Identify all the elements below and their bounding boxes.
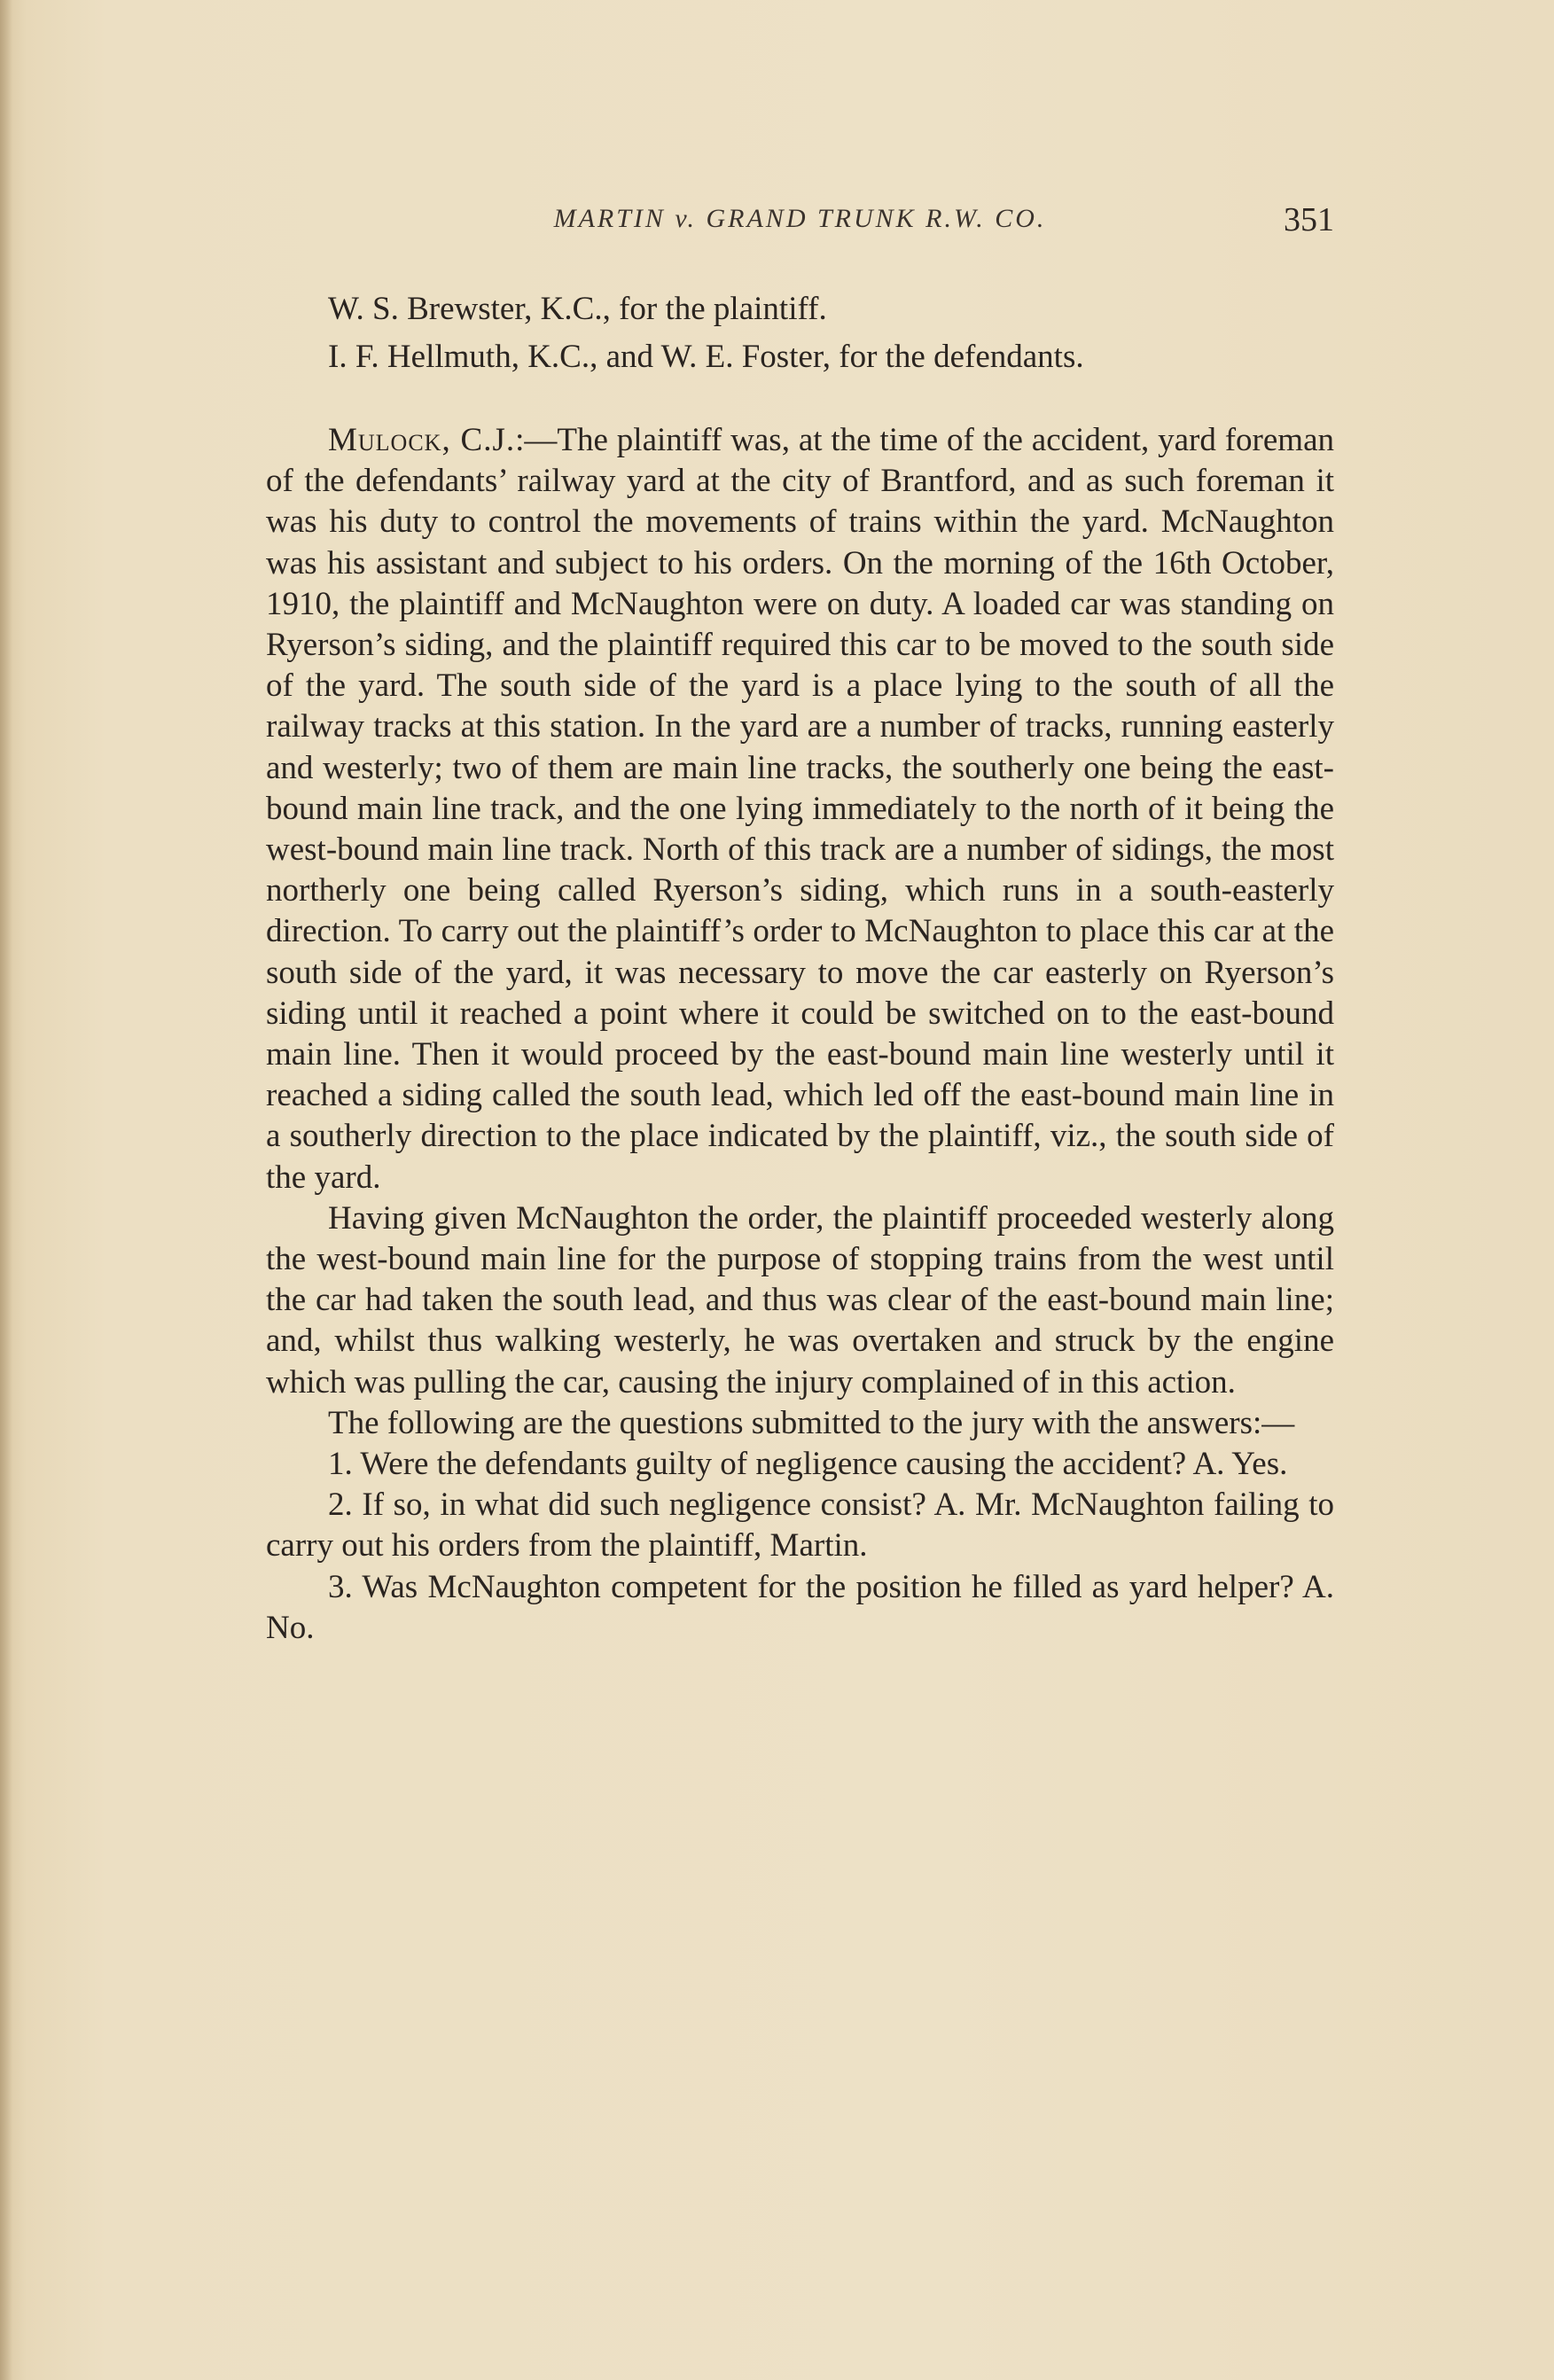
spine-shadow — [0, 0, 12, 2380]
jury-question-2: 2. If so, in what did such negligence consist? A. Mr. McNaughton failing to carry out his orders from the plaintiff, Martin. — [266, 1487, 1334, 1565]
judge-name: Mulock, C.J. — [328, 422, 516, 458]
judgment-opening-text: :—The plaintiff was, at the time of the accident, yard foreman of the defendants’ railway yard at the city of Brantford, and as such foreman it was his duty to control the movements of trains within the yard. McNaughton was his assistant and subject to his orders. On the morning of the 16th October, 1910, the plaintiff and McNaughton were on duty. A loaded car was standing on Ryerson’s siding, and the plaintiff required this car to be moved to the south side of the yard. The south side of the yard is a place lying to the south of all the railway tracks at this station. In the yard are a number of tracks, running easterly and westerly; two of them are main line tracks, the southerly one being the east-bound main line track, and the one lying immediately to the north of it being the west-bound main line track. North of this track are a number of sidings, the most northerly one being called Ryerson’s siding, which runs in a south-easterly direction. To carry out the plaintiff’s order to McNaughton to place this car at the south side of the yard, it was necessary to move the car easterly on Ryerson’s siding until it reached a point where it could be switched on to the east-bound main line. Then it would proceed by the east-bound main line westerly until it reached a siding called the south lead, which led off the east-bound main line in a southerly direction to the place indicated by the plaintiff, viz., the south side of the yard. — [266, 422, 1335, 1196]
counsel-plaintiff: W. S. Brewster, K.C., for the plaintiff. — [328, 291, 827, 327]
judgment-paragraph-3: The following are the questions submitted to the jury with the answers:— — [328, 1404, 1295, 1441]
page-number: 351 — [1284, 201, 1334, 238]
judgment-paragraph-2: Having given McNaughton the order, the plaintiff proceeded westerly along the west-bound main line for the purpose of stopping trains from the west until the car had taken the south lead, and thus was clear of the east-bound main line; and, whilst thus walking westerly, he was overtaken and struck by the engine which was pulling the car, causing the injury complained of in this action. — [266, 1199, 1334, 1401]
jury-question-1: 1. Were the defendants guilty of negligence causing the accident? A. Yes. — [328, 1446, 1288, 1483]
text-block — [266, 285, 1334, 1649]
counsel-section — [266, 285, 1334, 381]
judgment-opening-paragraph — [266, 420, 1334, 1198]
jury-questions — [266, 1444, 1334, 1649]
running-head — [266, 197, 1334, 250]
counsel-defendants: I. F. Hellmuth, K.C., and W. E. Foster, for the defendants. — [328, 339, 1084, 375]
jury-question-3: 3. Was McNaughton competent for the position he filled as yard helper? A. No. — [266, 1568, 1334, 1646]
running-title: MARTIN v. GRAND TRUNK R.W. CO. — [553, 204, 1047, 233]
